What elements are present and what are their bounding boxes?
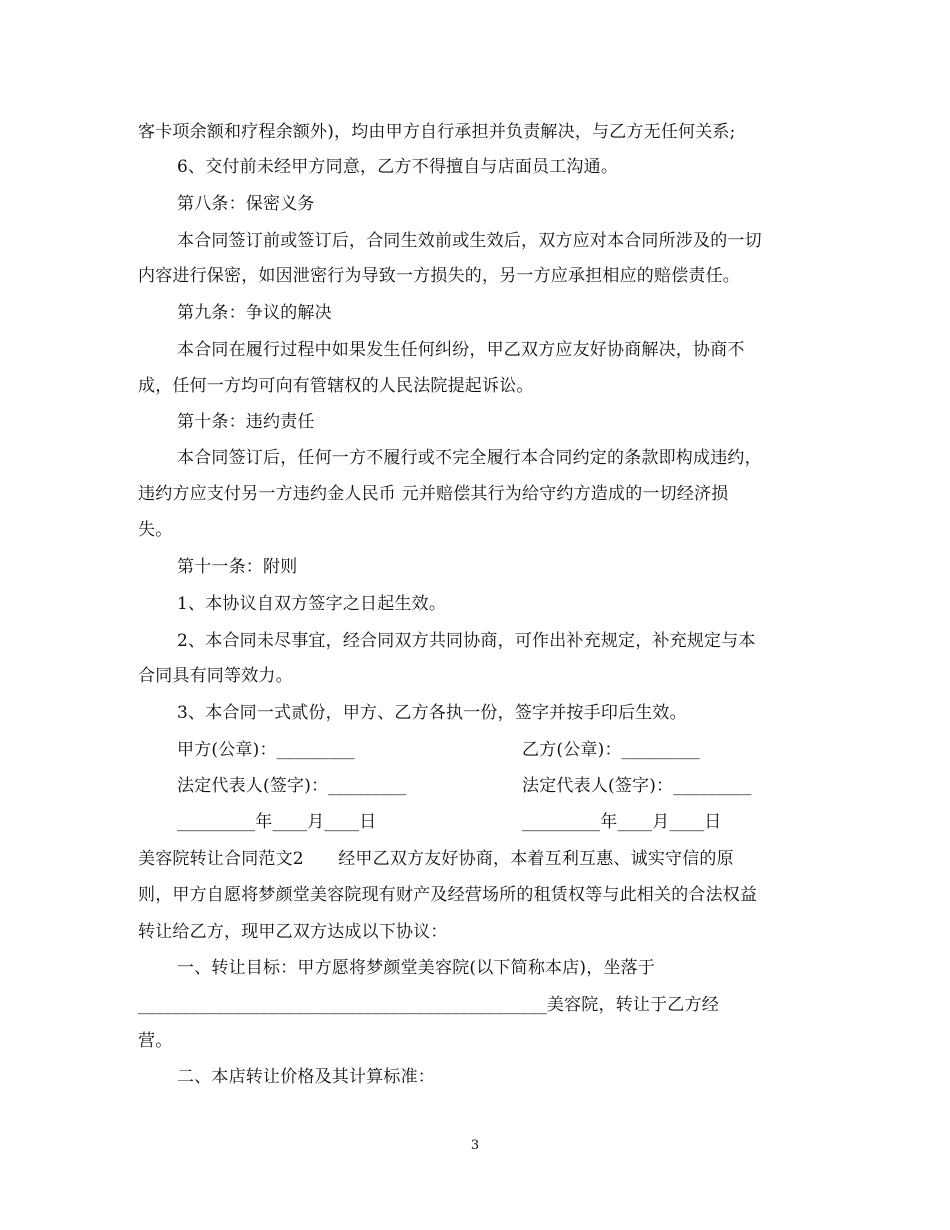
paragraph-line: 内容进行保密，如因泄密行为导致一方损失的，另一方应承担相应的赔偿责任。	[138, 266, 740, 286]
party-b-representative: 法定代表人(签字)：_________	[522, 776, 752, 796]
section-heading: 第九条：争议的解决	[177, 303, 332, 323]
party-b-date: _________年____月____日	[522, 812, 722, 832]
paragraph-line: 转让给乙方，现甲乙双方达成以下协议：	[138, 922, 448, 942]
paragraph-line: 则，甲方自愿将梦颜堂美容院现有财产及经营场所的租赁权等与此相关的合法权益	[138, 885, 758, 905]
section-heading: 第八条：保密义务	[177, 194, 315, 214]
paragraph-line: 合同具有同等效力。	[138, 666, 293, 686]
section-heading: 第十条：违约责任	[177, 412, 315, 432]
party-b-seal: 乙方(公章)：_________	[522, 740, 700, 760]
party-a-representative: 法定代表人(签字)：_________	[177, 776, 407, 796]
paragraph-line: 美容院转让合同范文2 经甲乙双方友好协商，本着互利互惠、诚实守信的原	[138, 849, 734, 869]
paragraph-line: 失。	[138, 520, 173, 540]
paragraph-line: 违约方应支付另一方违约金人民币 元并赔偿其行为给守约方造成的一切经济损	[138, 484, 729, 504]
paragraph-line: 3、本合同一式贰份，甲方、乙方各执一份，签字并按手印后生效。	[177, 703, 687, 723]
party-a-seal: 甲方(公章)：_________	[177, 740, 355, 760]
section-heading: 二、本店转让价格及其计算标准：	[177, 1067, 435, 1087]
paragraph-line: 6、交付前未经甲方同意，乙方不得擅自与店面员工沟通。	[177, 157, 619, 177]
paragraph-line: 本合同签订前或签订后，合同生效前或生效后，双方应对本合同所涉及的一切	[177, 231, 762, 251]
paragraph-line: 客卡项余额和疗程余额外)，均由甲方自行承担并负责解决，与乙方无任何关系;	[138, 122, 736, 142]
paragraph-line: 2、本合同未尽事宜，经合同双方共同协商，可作出补充规定，补充规定与本	[177, 631, 756, 651]
paragraph-line: 营。	[138, 1031, 173, 1051]
party-a-date: _________年____月____日	[177, 812, 377, 832]
paragraph-line: 本合同签订后，任何一方不履行或不完全履行本合同约定的条款即构成违约，	[177, 448, 762, 468]
section-heading: 第十一条：附则	[177, 557, 298, 577]
page-number: 3	[470, 1138, 480, 1153]
paragraph-line: _______________________________________________美容院，转让于乙方经	[138, 995, 719, 1015]
paragraph-line: 一、转让目标：甲方愿将梦颜堂美容院(以下简称本店)，坐落于	[177, 958, 656, 978]
paragraph-line: 1、本协议自双方签字之日起生效。	[177, 594, 447, 614]
paragraph-line: 本合同在履行过程中如果发生任何纠纷，甲乙双方应友好协商解决，协商不	[177, 340, 745, 360]
paragraph-line: 成，任何一方均可向有管辖权的人民法院提起诉讼。	[138, 376, 534, 396]
